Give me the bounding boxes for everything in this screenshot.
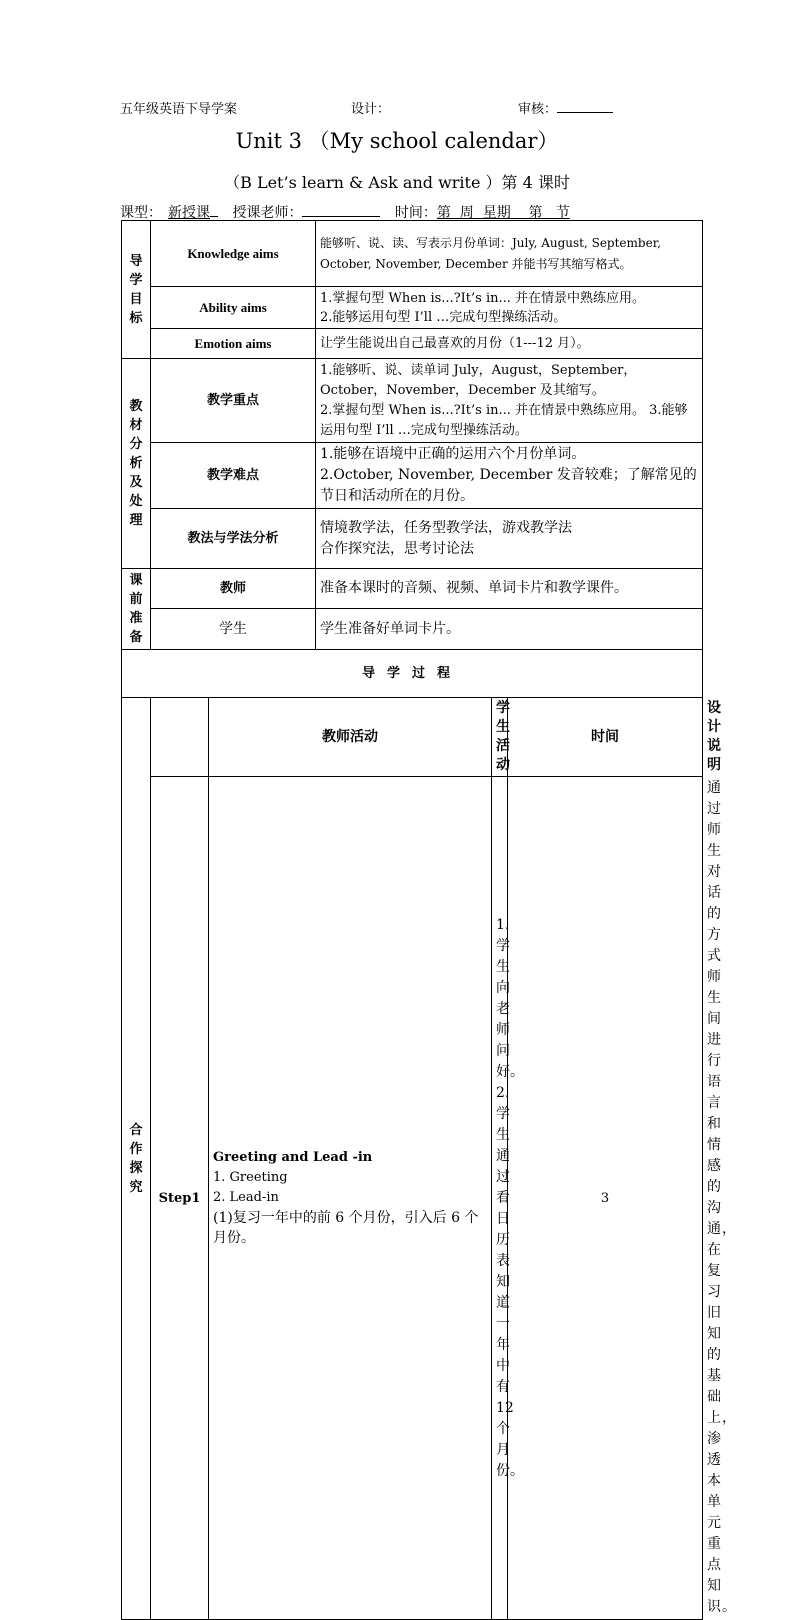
ability-line-1: 1.掌握句型 When is...?It’s in... 并在情景中熟练应用。 [320, 290, 646, 306]
difficulty-row [122, 443, 703, 509]
process-header-row: 合作探究 教师活动 学生活动 时间 设计说明 [122, 698, 703, 777]
difficulty-line-1: 1.能够在语境中正确的运用六个月份单词。 [320, 446, 586, 462]
step1-teacher-line-2: 1. Greeting [213, 1170, 288, 1185]
aims-section-label: 导学目标 [122, 221, 151, 359]
course-type-value: 新授课 [168, 205, 210, 221]
page-title: Unit 3 （My school calendar） [235, 129, 559, 153]
prep-student-row [122, 609, 703, 650]
teacher-label: 授课老师： [232, 205, 303, 221]
key-points-text [316, 359, 703, 443]
prep-teacher-row [122, 569, 703, 609]
difficulty-label: 教学难点 [151, 443, 316, 509]
step1-teacher-line-1: Greeting and Lead -in [213, 1150, 373, 1165]
step1-row: Step1 Greeting and Lead -in 1. Greeting 2. Lead-in (1)复习一年中的前 6 个月份，引入后 6 个月份。 1.学生向老师问好。 2.学生通过看日历表知道一年中有 12 个月份。 3 通过师生对话的方式师生间进行语言和情感的沟通，在复习旧知的基础上，渗透本单元重点知识。 [122, 777, 703, 1620]
prep-student-label: 学生 [151, 609, 316, 650]
ability-line-2: 2.能够运用句型 I’ll …完成句型操练活动。 [320, 309, 567, 325]
knowledge-row [122, 221, 703, 287]
analysis-section-label: 教材分析及处理 [122, 359, 151, 569]
step1-student-activity [492, 777, 524, 1620]
method-line-2: 合作探究法，思考讨论法 [320, 540, 474, 557]
step1-teacher-activity [209, 777, 492, 1620]
col-time: 时间 [508, 698, 703, 777]
prep-student-text: 学生准备好单词卡片。 [316, 609, 703, 650]
ability-row [122, 287, 703, 329]
difficulty-text [316, 443, 703, 509]
key-points-label: 教学重点 [151, 359, 316, 443]
step1-student-line-2: 2.学生通过看日历表知道一年中有 12 个月份。 [496, 1084, 524, 1479]
key-points-row [122, 359, 703, 443]
prep-teacher-text: 准备本课时的音频、视频、单词卡片和教学课件。 [316, 569, 703, 609]
method-text [316, 509, 703, 569]
key-points-line-1: 1.能够听、说、读单词 July，August，September，October，November，December 及其缩写。 [320, 362, 637, 398]
method-line-1: 情境教学法，任务型教学法，游戏教学法 [320, 519, 572, 536]
meta-line [120, 202, 570, 222]
process-section-label: 合作探究 [122, 698, 151, 1620]
method-label: 教法与学法分析 [151, 509, 316, 569]
knowledge-text: 能够听、说、读、写表示月份单词：July, August, September, October, November, December 并能书写其缩写格式。 [316, 221, 703, 287]
ability-text [316, 287, 703, 329]
key-points-line-2: 2.掌握句型 When is...?It’s in... 并在情景中熟练应用。 3.能够运用句型 I’ll …完成句型操练活动。 [320, 402, 688, 438]
emotion-row [122, 329, 703, 359]
prep-section-label: 课前准备 [122, 569, 151, 650]
step1-teacher-line-4: (1)复习一年中的前 6 个月份，引入后 6 个月份。 [213, 1210, 479, 1246]
review-label [518, 98, 613, 117]
emotion-label: Emotion aims [151, 329, 316, 359]
lesson-plan-table [121, 220, 738, 1620]
step1-student-line-1: 1.学生向老师问好。 [496, 916, 524, 1080]
method-row [122, 509, 703, 569]
time-value: 第 周 星期 第 节 [436, 205, 570, 221]
process-title: 导学过程 [122, 650, 703, 698]
review-label-text: 审核： [518, 102, 558, 117]
knowledge-label: Knowledge aims [151, 221, 316, 287]
course-type-blank [210, 216, 218, 217]
step1-label: Step1 [151, 777, 209, 1620]
course-type-label: 课型： [120, 205, 162, 221]
time-label: 时间： [394, 205, 437, 221]
emotion-text: 让学生能说出自己最喜欢的月份（1---12 月）。 [316, 329, 703, 359]
step1-teacher-line-3: 2. Lead-in [213, 1190, 279, 1205]
doc-label: 五年级英语下导学案 [120, 102, 238, 117]
col-teacher-activity: 教师活动 [209, 698, 492, 777]
step1-time: 3 [508, 777, 703, 1620]
ability-label: Ability aims [151, 287, 316, 329]
difficulty-line-2: 2.October, November, December 发音较难；了解常见的节日和活动所在的月份。 [320, 467, 697, 504]
process-title-row [122, 650, 703, 698]
col-student-activity: 学生活动 [492, 698, 508, 777]
design-label: 设计： [351, 102, 391, 117]
page-subtitle: （B Let’s learn & Ask and write ）第 4 课时 [224, 173, 570, 192]
step-header-empty [151, 698, 209, 777]
review-blank [557, 112, 613, 113]
teacher-blank [302, 216, 380, 217]
prep-teacher-label: 教师 [151, 569, 316, 609]
